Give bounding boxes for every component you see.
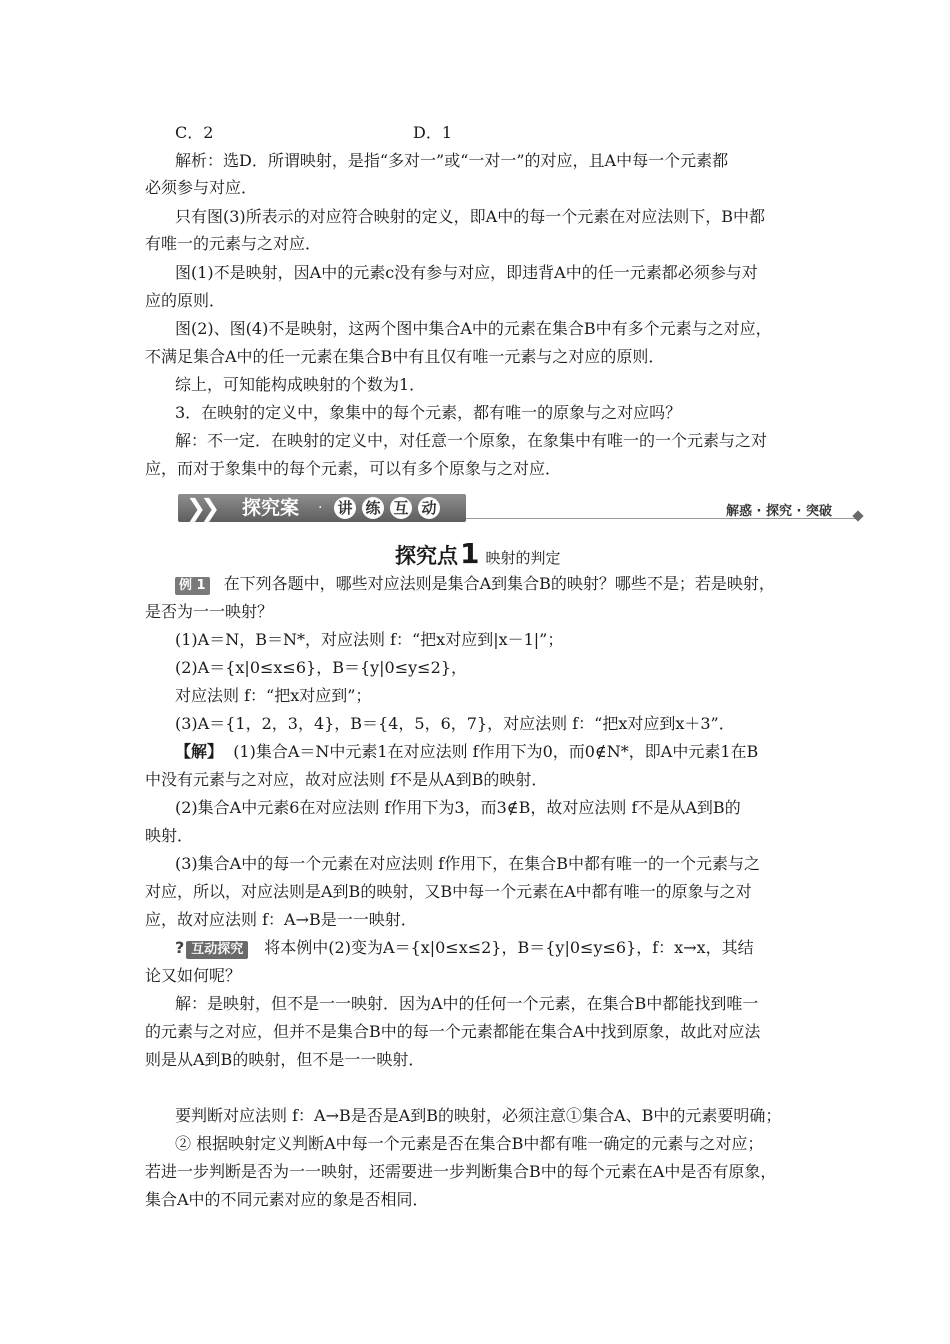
point-subtitle: 映射的判定 <box>485 549 561 567</box>
solution-text: (1)集合A＝N中元素1在对应法则 f作用下为0，而0∉N*，即A中元素1在B <box>233 742 759 761</box>
solution-label: 【解】 <box>175 742 224 761</box>
summary-line: 要判断对应法则 f：A→B是否是A到B的映射，必须注意①集合A、B中的元素要明确； <box>175 1106 782 1125</box>
analysis-line: 只有图(3)所表示的对应符合映射的定义，即A中的每一个元素在对应法则下，B中都 <box>175 207 765 226</box>
analysis-line: 不满足集合A中的任一元素在集合B中有且仅有唯一元素与之对应的原则． <box>145 347 665 366</box>
solution-line: (3)集合A中的每一个元素在对应法则 f作用下，在集合B中都有唯一的一个元素与之 <box>175 854 760 873</box>
analysis-line: 图(1)不是映射，因A中的元素c没有参与对应，即违背A中的任一元素都必须参与对 <box>175 263 758 282</box>
example-item: (2)A＝{x|0≤x≤6}，B＝{y|0≤y≤2}， <box>175 658 467 677</box>
solution-line: (2)集合A中元素6在对应法则 f作用下为3，而3∉B，故对应法则 f不是从A到B的 <box>175 798 741 817</box>
solution-line <box>175 742 758 762</box>
example-line <box>175 574 775 595</box>
section-banner <box>178 490 868 526</box>
solution-line: 中没有元素与之对应，故对应法则 f不是从A到B的映射． <box>145 770 548 789</box>
question-3: 3．在映射的定义中，象集中的每个元素，都有唯一的原象与之对应吗？ <box>175 403 682 422</box>
banner-label: 探究案 <box>242 497 300 519</box>
explore-answer: 解：是映射，但不是一一映射．因为A中的任何一个元素，在集合B中都能找到唯一 <box>175 994 759 1013</box>
choice-d: D．1 <box>413 123 453 142</box>
analysis-line: 应的原则． <box>145 291 226 310</box>
explore-line: 论又如何呢？ <box>145 966 242 985</box>
analysis-line: 必须参与对应． <box>145 178 258 197</box>
explore-answer: 则是从A到B的映射，但不是一一映射． <box>145 1050 425 1069</box>
chevron-icon: ❯❯ <box>186 494 215 522</box>
choice-c: C．2 <box>175 123 214 142</box>
question-icon: ? <box>175 938 185 957</box>
example-badge: 例 1 <box>175 577 210 595</box>
banner-char: 讲 <box>334 497 356 519</box>
example-line: 是否为一一映射？ <box>145 602 274 621</box>
explore-text: 将本例中(2)变为A＝{x|0≤x≤2}，B＝{y|0≤y≤6}，f：x→x，其结 <box>264 938 754 957</box>
analysis-line: 综上，可知能构成映射的个数为1． <box>175 375 426 394</box>
analysis-line: 解析：选D．所谓映射，是指“多对一”或“一对一”的对应，且A中每一个元素都 <box>175 151 729 170</box>
solution-line: 对应，所以，对应法则是A到B的映射，又B中每一个元素在A中都有唯一的原象与之对 <box>145 882 752 901</box>
point-number: 1 <box>460 537 480 570</box>
banner-char: 互 <box>390 497 412 519</box>
summary-line: 集合A中的不同元素对应的象是否相同． <box>145 1190 429 1209</box>
answer-line: 应，而对于象集中的每个元素，可以有多个原象与之对应． <box>145 459 562 478</box>
explore-answer: 的元素与之对应，但并不是集合B中的每一个元素都能在集合A中找到原象，故此对应法 <box>145 1022 761 1041</box>
banner-char: 动 <box>418 497 440 519</box>
banner-chars <box>334 497 446 519</box>
point-title <box>395 537 561 570</box>
analysis-line: 有唯一的元素与之对应． <box>145 234 322 253</box>
example-item: (1)A＝N，B＝N*，对应法则 f：“把x对应到|x－1|”； <box>175 630 564 649</box>
summary-line: ② 根据映射定义判断A中每一个元素是否在集合B中都有唯一确定的元素与之对应； <box>175 1134 764 1153</box>
example-text: 在下列各题中，哪些对应法则是集合A到集合B的映射？哪些不是；若是映射， <box>223 574 775 593</box>
summary-line: 若进一步判断是否为一一映射，还需要进一步判断集合B中的每个元素在A中是否有原象， <box>145 1162 777 1181</box>
banner-dot: · <box>318 500 323 516</box>
banner-char: 练 <box>362 497 384 519</box>
explore-badge: 互动探究 <box>186 941 248 959</box>
solution-line: 映射． <box>145 826 194 845</box>
example-item: (3)A＝{1，2，3，4}，B＝{4，5，6，7}，对应法则 f：“把x对应到x＋3”． <box>175 714 735 733</box>
explore-line <box>175 938 754 959</box>
banner-right-text: 解惑 · 探究 · 突破 <box>726 504 832 519</box>
point-title-text: 探究点 <box>395 544 458 568</box>
diamond-icon <box>852 510 863 521</box>
example-item: 对应法则 f：“把x对应到”； <box>175 686 372 705</box>
solution-line: 应，故对应法则 f：A→B是一一映射． <box>145 910 417 929</box>
analysis-line: 图(2)、图(4)不是映射，这两个图中集合A中的元素在集合B中有多个元素与之对应， <box>175 319 772 338</box>
answer-line: 解：不一定．在映射的定义中，对任意一个原象，在象集中有唯一的一个元素与之对 <box>175 431 768 450</box>
